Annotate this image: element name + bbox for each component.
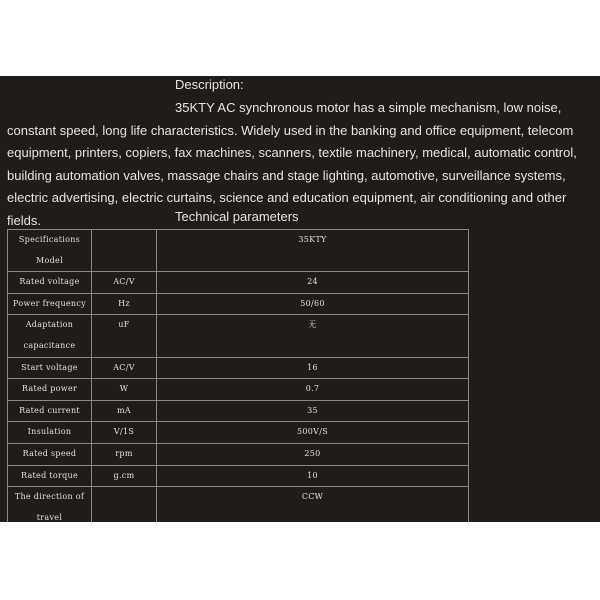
param-value: 500V/S: [157, 422, 469, 444]
param-label: The direction of travel: [8, 487, 92, 522]
param-label: Rated speed: [8, 443, 92, 465]
param-label: Rated voltage: [8, 272, 92, 294]
param-value: 250: [157, 443, 469, 465]
param-unit: V/1S: [92, 422, 157, 444]
table-row: [8, 379, 469, 401]
technical-parameters-table: [7, 229, 469, 522]
param-label: Rated current: [8, 400, 92, 422]
table-row: [8, 230, 469, 272]
param-label: Start voltage: [8, 357, 92, 379]
param-unit: AC/V: [92, 272, 157, 294]
param-label: Insulation: [8, 422, 92, 444]
param-value: CCW: [157, 487, 469, 522]
table-row: [8, 315, 469, 357]
table-row: [8, 400, 469, 422]
description-text: 35KTY AC synchronous motor has a simple mechanism, low noise, constant speed, long life characteristics. Widely used in the banking and office equipment, telecom equipment, printers, copiers, fax machines, scanners, textile machinery, medical, automatic control, building automation valves, massage chairs and stage lighting, automotive, surveillance systems, electric advertising, electric curtains, science and education equipment, air conditioning and other fields.: [7, 100, 577, 228]
param-unit: rpm: [92, 443, 157, 465]
param-value: 35: [157, 400, 469, 422]
table-row: [8, 272, 469, 294]
param-unit: uF: [92, 315, 157, 357]
param-unit: W: [92, 379, 157, 401]
product-description-panel: [0, 76, 600, 522]
param-value: 0.7: [157, 379, 469, 401]
table-row: [8, 487, 469, 522]
param-label: Rated torque: [8, 465, 92, 487]
table-row: [8, 357, 469, 379]
param-value: 24: [157, 272, 469, 294]
param-unit: mA: [92, 400, 157, 422]
table-row: [8, 293, 469, 315]
param-value: 50/60: [157, 293, 469, 315]
param-label: Specifications Model: [8, 230, 92, 272]
table-row: [8, 465, 469, 487]
param-value: 35KTY: [157, 230, 469, 272]
param-value: 10: [157, 465, 469, 487]
param-label: Rated power: [8, 379, 92, 401]
technical-parameters-heading: Technical parameters: [175, 209, 299, 224]
param-label: Power frequency: [8, 293, 92, 315]
param-unit: [92, 487, 157, 522]
table-row: [8, 443, 469, 465]
param-unit: g.cm: [92, 465, 157, 487]
table-row: [8, 422, 469, 444]
param-value: 无: [157, 315, 469, 357]
param-unit: AC/V: [92, 357, 157, 379]
description-heading: Description:: [175, 77, 244, 92]
param-value: 16: [157, 357, 469, 379]
param-unit: Hz: [92, 293, 157, 315]
param-label: Adaptation capacitance: [8, 315, 92, 357]
param-unit: [92, 230, 157, 272]
